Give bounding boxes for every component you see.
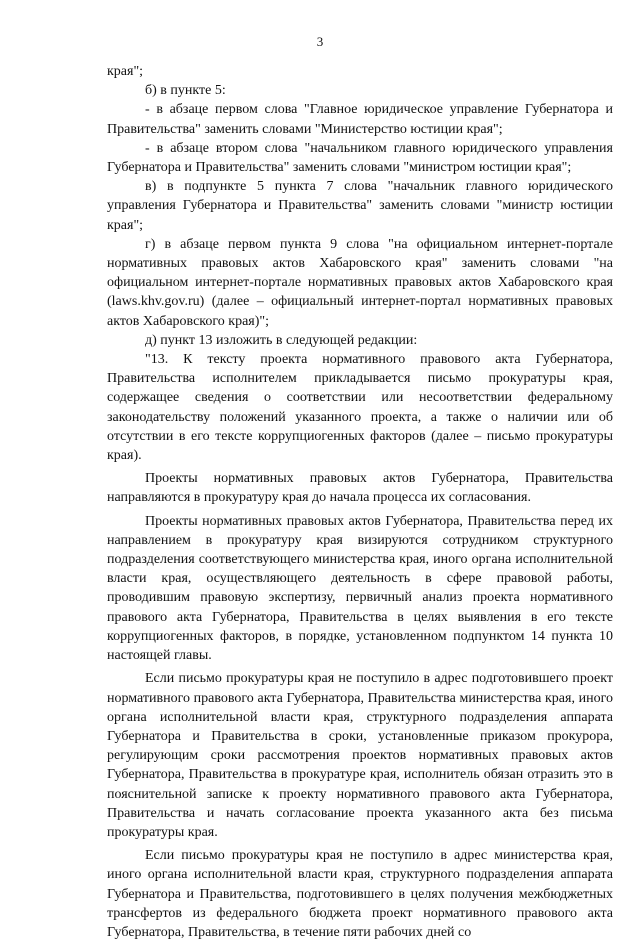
paragraph: д) пункт 13 изложить в следующей редакции: <box>145 332 418 348</box>
paragraph: Если письмо прокуратуры края не поступило в адрес подготовившего проект нормативного правового акта Губернатора, Правительства министерства края, иного органа исполнительной власти края, структурного подразделения аппарата Губернатора и Правительства в сроки, установленные приказом прокурора, регулирующим сроки рассмотрения проектов нормативных правовых актов Губернатора, Правительства в прокуратуре края, исполнитель обязан отразить это в пояснительной записке к проекту нормативного правового акта Губернатора, Правительства и начать согласование проекта указанного акта без письма прокуратуры края. <box>107 671 613 840</box>
paragraph: Если письмо прокуратуры края не поступило в адрес министерства края, иного органа исполнительной власти края, структурного подразделения аппарата Губернатора и Правительства, подготовившего в целях получения межбюджетных трансфертов из федерального бюджета проект нормативного правового акта Губернатора, Правительства, в течение пяти рабочих дней со <box>107 848 613 940</box>
document-body <box>107 62 613 942</box>
page-number: 3 <box>316 34 324 49</box>
paragraph: - в абзаце первом слова "Главное юридическое управление Губернатора и Правительства" заменить словами "Министерство юстиции края"; <box>107 102 613 137</box>
paragraph: края"; <box>107 64 144 79</box>
paragraph: г) в абзаце первом пункта 9 слова "на официальном интернет-портале нормативных правовых актов Хабаровского края" заменить словами "на официальном интернет-портале нормативных правовых актов Хабаровского края (laws.khv.gov.ru) (далее – официальный интернет-портал нормативных правовых актов Хабаровского края)"; <box>107 236 613 329</box>
paragraph: б) в пункте 5: <box>145 83 226 99</box>
paragraph: в) в подпункте 5 пункта 7 слова "начальник главного юридического управления Губернатора и Правительства" заменить словами "министр юстиции края"; <box>107 179 613 233</box>
paragraph: Проекты нормативных правовых актов Губернатора, Правительства перед их направлением в прокуратуру края визируются сотрудником структурного подразделения соответствующего министерства края, иного органа исполнительной власти края, осуществляющего деятельность в сфере правовой работы, проводившим правовую экспертизу, первичный анализ проекта нормативного правового акта Губернатора, Правительства в целях выявления в его тексте коррупциогенных факторов, в порядке, установленном подпунктом 14 пункта 10 настоящей главы. <box>107 513 613 664</box>
paragraph: "13. К тексту проекта нормативного правового акта Губернатора, Правительства исполнителем прикладывается письмо прокуратуры края, содержащее сведения о соответствии или несоответствии федеральному законодательству положений указанного проекта, а также о наличии или об отсутствии в его тексте коррупциогенных факторов (далее – письмо прокуратуры края). <box>107 352 613 464</box>
paragraph: - в абзаце втором слова "начальником главного юридического управления Губернатора и Правительства" заменить словами "министром юстиции края"; <box>107 140 613 176</box>
paragraph: Проекты нормативных правовых актов Губернатора, Правительства направляются в прокуратуру края до начала процесса их согласования. <box>107 471 613 506</box>
